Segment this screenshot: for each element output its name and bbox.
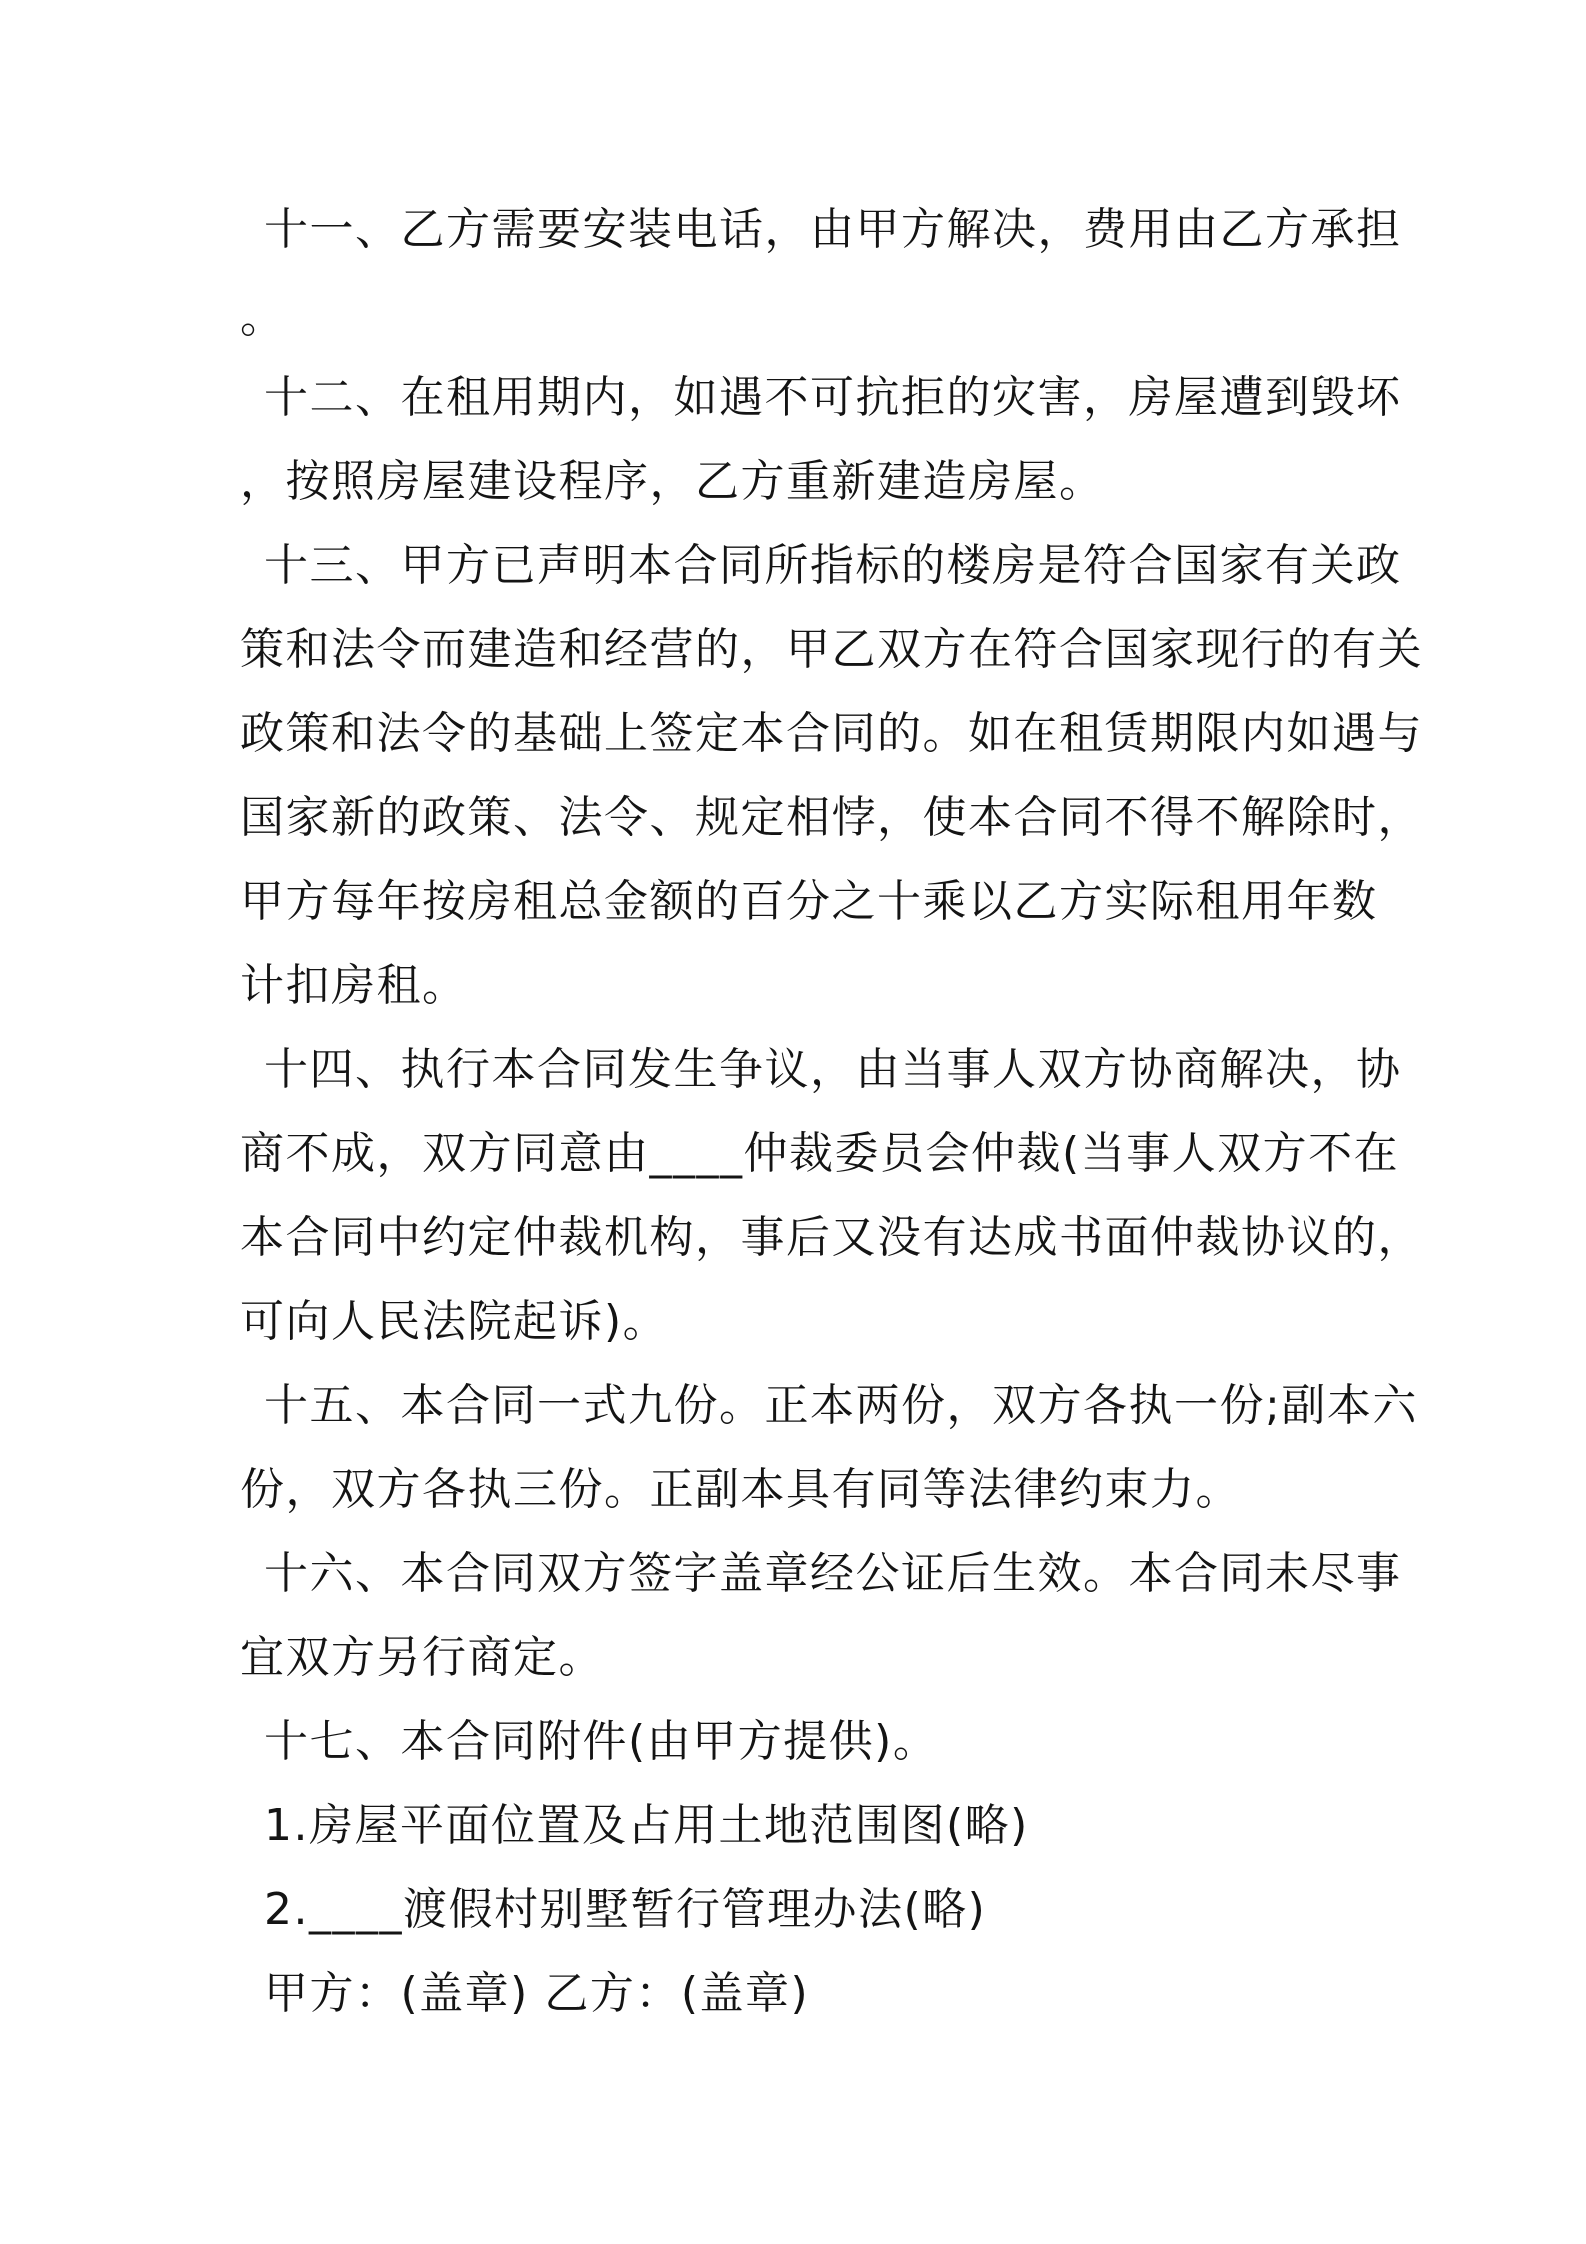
clause-11-line-2: 。 xyxy=(240,292,286,343)
attachment-2: 2.____渡假村别墅暂行管理办法(略) xyxy=(264,1884,987,1935)
clause-13-line-3: 政策和法令的基础上签定本合同的。如在租赁期限内如遇与 xyxy=(240,708,1423,759)
clause-13-line-6: 计扣房租。 xyxy=(240,960,468,1011)
clause-11-line-1: 十一、乙方需要安装电话，由甲方解决，费用由乙方承担 xyxy=(264,204,1402,255)
clause-12-line-2: ，按照房屋建设程序，乙方重新建造房屋。 xyxy=(240,456,1105,507)
clause-16-line-1: 十六、本合同双方签字盖章经公证后生效。本合同未尽事 xyxy=(264,1548,1402,1599)
clause-15-line-1: 十五、本合同一式九份。正本两份，双方各执一份;副本六 xyxy=(264,1380,1418,1431)
clause-12-line-1: 十二、在租用期内，如遇不可抗拒的灾害，房屋遭到毁坏 xyxy=(264,372,1402,423)
clause-13-line-1: 十三、甲方已声明本合同所指标的楼房是符合国家有关政 xyxy=(264,540,1402,591)
clause-16-line-2: 宜双方另行商定。 xyxy=(240,1632,604,1683)
clause-14-line-1: 十四、执行本合同发生争议，由当事人双方协商解决，协 xyxy=(264,1044,1402,1095)
attachment-1: 1.房屋平面位置及占用土地范围图(略) xyxy=(264,1800,1029,1851)
clause-13-line-5: 甲方每年按房租总金额的百分之十乘以乙方实际租用年数 xyxy=(240,876,1378,927)
clause-15-line-2: 份，双方各执三份。正副本具有同等法律约束力。 xyxy=(240,1464,1241,1515)
clause-14-line-2: 商不成，双方同意由____仲裁委员会仲裁(当事人双方不在 xyxy=(240,1128,1400,1179)
clause-17-heading: 十七、本合同附件(由甲方提供)。 xyxy=(264,1716,939,1767)
clause-13-line-4: 国家新的政策、法令、规定相悖，使本合同不得不解除时， xyxy=(240,792,1423,843)
clause-14-line-4: 可向人民法院起诉)。 xyxy=(240,1296,669,1347)
clause-13-line-2: 策和法令而建造和经营的，甲乙双方在符合国家现行的有关 xyxy=(240,624,1423,675)
signature-line: 甲方：(盖章) 乙方：(盖章) xyxy=(264,1968,810,2019)
clause-14-line-3: 本合同中约定仲裁机构，事后又没有达成书面仲裁协议的， xyxy=(240,1212,1423,1263)
